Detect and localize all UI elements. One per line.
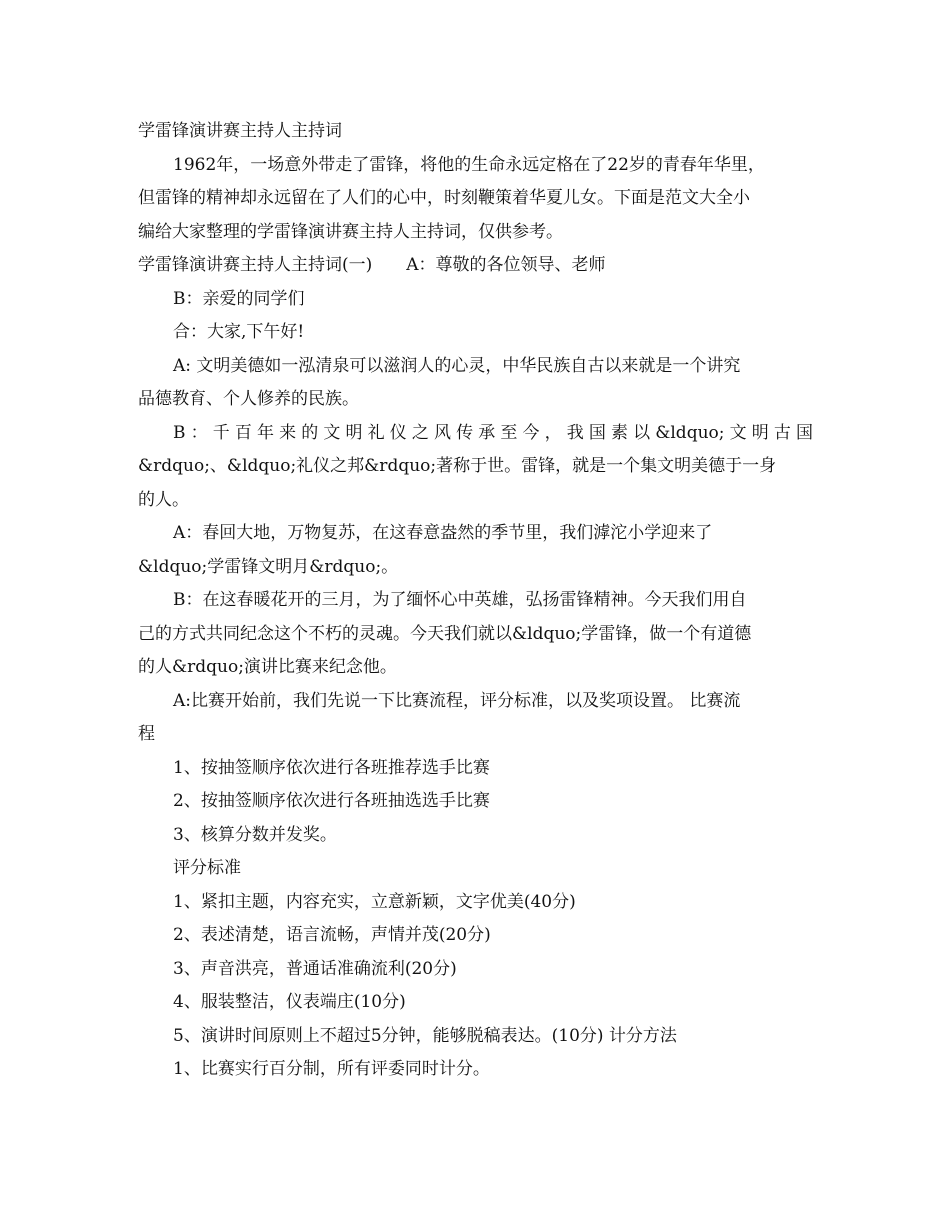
document-body	[138, 115, 813, 1087]
paragraph-line: 程	[138, 724, 155, 744]
paragraph-line: 品德教育、个人修养的民族。	[138, 389, 359, 409]
section-label: 评分标准	[173, 858, 241, 878]
list-item: 2、表述清楚，语言流畅，声情并茂(20分)	[173, 925, 491, 945]
list-item: 3、核算分数并发奖。	[173, 824, 337, 845]
paragraph-line: 合：大家,下午好!	[173, 322, 305, 342]
list-item: 1、比赛实行百分制，所有评委同时计分。	[173, 1059, 490, 1079]
paragraph-line: A：春回大地，万物复苏，在这春意盎然的季节里，我们滹沱小学迎来了	[173, 523, 713, 543]
paragraph-line: 的人。	[138, 489, 189, 510]
list-item: 4、服装整洁，仪表端庄(10分)	[173, 992, 406, 1012]
paragraph-line: A:比赛开始前，我们先说一下比赛流程，评分标准，以及奖项设置。 比赛流	[173, 690, 741, 711]
paragraph-line: 己的方式共同纪念这个不朽的灵魂。今天我们就以&ldquo;学雷锋，做一个有道德	[138, 623, 752, 644]
paragraph-line: &rdquo;、&ldquo;礼仪之邦&rdquo;著称于世。雷锋，就是一个集文明美德于一身	[138, 456, 777, 476]
document-title: 学雷锋演讲赛主持人主持词	[138, 121, 342, 141]
section-heading: 学雷锋演讲赛主持人主持词(一) A：尊敬的各位领导、老师	[138, 255, 606, 275]
paragraph-line: 1962年，一场意外带走了雷锋，将他的生命永远定格在了22岁的青春年华里，	[173, 154, 765, 175]
list-item: 1、按抽签顺序依次进行各班推荐选手比赛	[173, 757, 490, 778]
list-item: 1、紧扣主题，内容充实，立意新颖，文字优美(40分)	[173, 891, 576, 912]
paragraph-line: B：在这春暖花开的三月，为了缅怀心中英雄，弘扬雷锋精神。今天我们用自	[173, 590, 747, 610]
paragraph-line: A: 文明美德如一泓清泉可以滋润人的心灵，中华民族自古以来就是一个讲究	[173, 355, 741, 376]
paragraph-line: &ldquo;学雷锋文明月&rdquo;。	[138, 556, 399, 577]
list-item: 5、演讲时间原则上不超过5分钟，能够脱稿表达。(10分) 计分方法	[173, 1025, 677, 1046]
paragraph-line: 的人&rdquo;演讲比赛来纪念他。	[138, 657, 397, 677]
list-item: 2、按抽签顺序依次进行各班抽选选手比赛	[173, 791, 490, 811]
paragraph-line: 编给大家整理的学雷锋演讲赛主持人主持词，仅供参考。	[138, 221, 563, 242]
paragraph-line: B：千百年来的文明礼仪之风传承至今，我国素以&ldquo;文明古国	[173, 422, 813, 443]
paragraph-line: 但雷锋的精神却永远留在了人们的心中，时刻鞭策着华夏儿女。下面是范文大全小	[138, 188, 750, 208]
paragraph-line: B：亲爱的同学们	[173, 288, 305, 309]
list-item: 3、声音洪亮，普通话准确流利(20分)	[173, 958, 457, 979]
